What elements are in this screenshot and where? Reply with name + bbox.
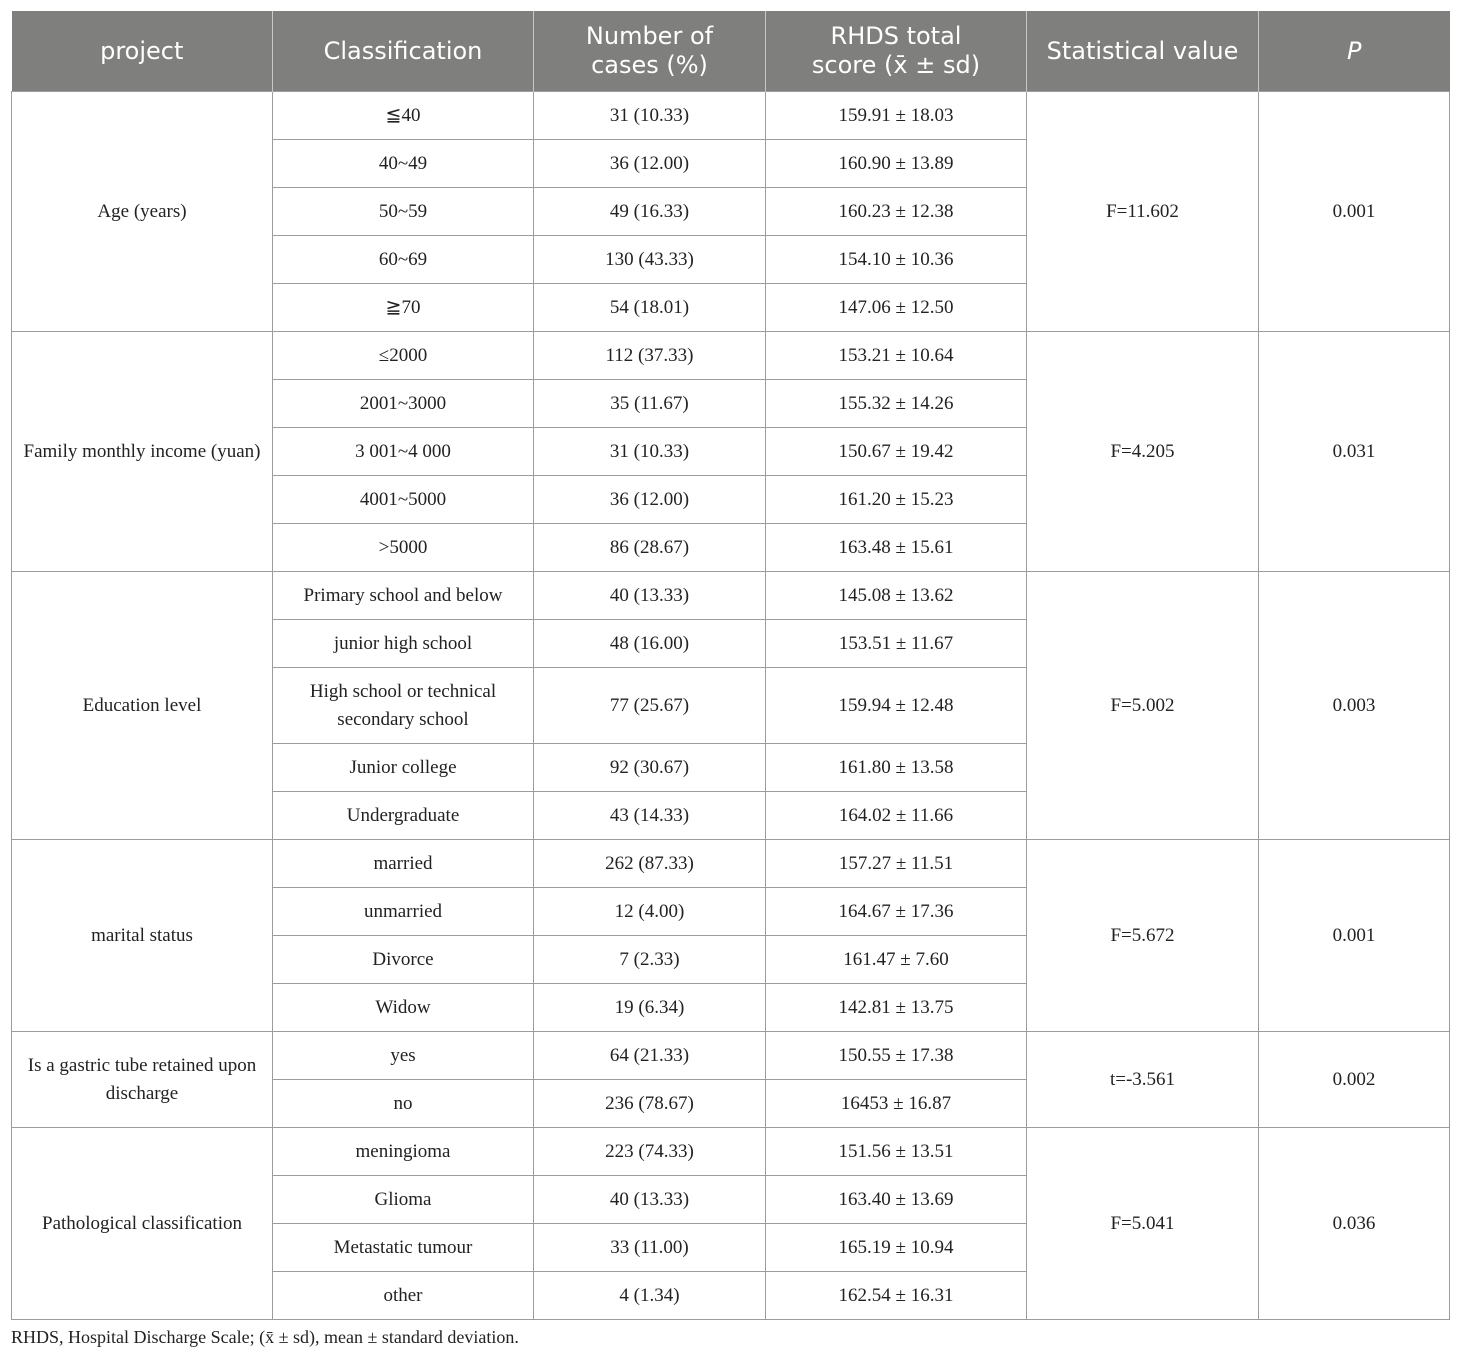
score-cell: 161.47 ± 7.60 [766, 936, 1027, 984]
statistical-value-cell: F=4.205 [1027, 332, 1259, 572]
cases-cell: 12 (4.00) [534, 888, 766, 936]
score-cell: 155.32 ± 14.26 [766, 380, 1027, 428]
cases-cell: 36 (12.00) [534, 476, 766, 524]
cases-cell: 236 (78.67) [534, 1080, 766, 1128]
classification-cell: married [273, 840, 534, 888]
project-cell: Education level [12, 572, 273, 840]
score-cell: 161.20 ± 15.23 [766, 476, 1027, 524]
score-cell: 161.80 ± 13.58 [766, 744, 1027, 792]
header-score-line2: score (x̄ ± sd) [811, 51, 981, 79]
score-cell: 157.27 ± 11.51 [766, 840, 1027, 888]
classification-cell: unmarried [273, 888, 534, 936]
header-score [766, 11, 1027, 92]
cases-cell: 112 (37.33) [534, 332, 766, 380]
score-cell: 163.40 ± 13.69 [766, 1176, 1027, 1224]
project-cell: Age (years) [12, 92, 273, 332]
score-cell: 160.90 ± 13.89 [766, 140, 1027, 188]
classification-cell: Glioma [273, 1176, 534, 1224]
statistical-value-cell: F=11.602 [1027, 92, 1259, 332]
classification-cell: Divorce [273, 936, 534, 984]
classification-cell: no [273, 1080, 534, 1128]
score-cell: 163.48 ± 15.61 [766, 524, 1027, 572]
table-row [12, 332, 1450, 380]
header-row [12, 11, 1450, 92]
statistical-value-cell: F=5.672 [1027, 840, 1259, 1032]
classification-cell: 60~69 [273, 236, 534, 284]
classification-cell: 4001~5000 [273, 476, 534, 524]
cases-cell: 31 (10.33) [534, 92, 766, 140]
header-cases-line1: Number of [585, 22, 714, 50]
score-cell: 164.02 ± 11.66 [766, 792, 1027, 840]
table-row [12, 92, 1450, 140]
project-cell: Is a gastric tube retained upon discharge [12, 1032, 273, 1128]
score-cell: 151.56 ± 13.51 [766, 1128, 1027, 1176]
table-row [12, 1032, 1450, 1080]
classification-cell: Undergraduate [273, 792, 534, 840]
header-p: P [1259, 11, 1450, 92]
cases-cell: 64 (21.33) [534, 1032, 766, 1080]
cases-cell: 36 (12.00) [534, 140, 766, 188]
classification-cell: ≦40 [273, 92, 534, 140]
cases-cell: 130 (43.33) [534, 236, 766, 284]
cases-cell: 54 (18.01) [534, 284, 766, 332]
cases-cell: 49 (16.33) [534, 188, 766, 236]
header-project: project [12, 11, 273, 92]
p-value-cell: 0.002 [1259, 1032, 1450, 1128]
classification-cell: yes [273, 1032, 534, 1080]
header-score-line1: RHDS total [830, 22, 962, 50]
score-cell: 153.51 ± 11.67 [766, 620, 1027, 668]
table-body [12, 92, 1450, 1320]
table-footnote: RHDS, Hospital Discharge Scale; (x̄ ± sd), mean ± standard deviation. [11, 1327, 519, 1347]
score-cell: 159.94 ± 12.48 [766, 668, 1027, 744]
p-value-cell: 0.001 [1259, 92, 1450, 332]
score-cell: 165.19 ± 10.94 [766, 1224, 1027, 1272]
classification-cell: High school or technical secondary school [273, 668, 534, 744]
statistical-value-cell: t=-3.561 [1027, 1032, 1259, 1128]
header-cases-line2: cases (%) [591, 51, 708, 79]
classification-cell: ≧70 [273, 284, 534, 332]
cases-cell: 223 (74.33) [534, 1128, 766, 1176]
project-cell: Family monthly income (yuan) [12, 332, 273, 572]
project-cell: Pathological classification [12, 1128, 273, 1320]
cases-cell: 77 (25.67) [534, 668, 766, 744]
cases-cell: 7 (2.33) [534, 936, 766, 984]
p-value-cell: 0.001 [1259, 840, 1450, 1032]
table-row [12, 1128, 1450, 1176]
project-cell: marital status [12, 840, 273, 1032]
score-cell: 142.81 ± 13.75 [766, 984, 1027, 1032]
p-value-cell: 0.031 [1259, 332, 1450, 572]
score-cell: 147.06 ± 12.50 [766, 284, 1027, 332]
cases-cell: 92 (30.67) [534, 744, 766, 792]
classification-cell: 2001~3000 [273, 380, 534, 428]
classification-cell: Metastatic tumour [273, 1224, 534, 1272]
score-cell: 159.91 ± 18.03 [766, 92, 1027, 140]
cases-cell: 48 (16.00) [534, 620, 766, 668]
score-cell: 162.54 ± 16.31 [766, 1272, 1027, 1320]
cases-cell: 35 (11.67) [534, 380, 766, 428]
score-cell: 145.08 ± 13.62 [766, 572, 1027, 620]
classification-cell: Junior college [273, 744, 534, 792]
classification-cell: 40~49 [273, 140, 534, 188]
classification-cell: 3 001~4 000 [273, 428, 534, 476]
cases-cell: 43 (14.33) [534, 792, 766, 840]
classification-cell: Widow [273, 984, 534, 1032]
classification-cell: ≤2000 [273, 332, 534, 380]
classification-cell: 50~59 [273, 188, 534, 236]
classification-cell: junior high school [273, 620, 534, 668]
cases-cell: 19 (6.34) [534, 984, 766, 1032]
p-value-cell: 0.003 [1259, 572, 1450, 840]
header-classification: Classification [273, 11, 534, 92]
cases-cell: 4 (1.34) [534, 1272, 766, 1320]
results-table [11, 11, 1450, 1320]
table-row [12, 840, 1450, 888]
statistical-value-cell: F=5.041 [1027, 1128, 1259, 1320]
score-cell: 150.67 ± 19.42 [766, 428, 1027, 476]
classification-cell: >5000 [273, 524, 534, 572]
score-cell: 164.67 ± 17.36 [766, 888, 1027, 936]
cases-cell: 86 (28.67) [534, 524, 766, 572]
score-cell: 150.55 ± 17.38 [766, 1032, 1027, 1080]
classification-cell: Primary school and below [273, 572, 534, 620]
score-cell: 16453 ± 16.87 [766, 1080, 1027, 1128]
classification-cell: meningioma [273, 1128, 534, 1176]
header-cases [534, 11, 766, 92]
classification-cell: other [273, 1272, 534, 1320]
cases-cell: 40 (13.33) [534, 572, 766, 620]
cases-cell: 40 (13.33) [534, 1176, 766, 1224]
score-cell: 154.10 ± 10.36 [766, 236, 1027, 284]
cases-cell: 33 (11.00) [534, 1224, 766, 1272]
cases-cell: 31 (10.33) [534, 428, 766, 476]
header-statistical-value: Statistical value [1027, 11, 1259, 92]
statistical-value-cell: F=5.002 [1027, 572, 1259, 840]
table-row [12, 572, 1450, 620]
cases-cell: 262 (87.33) [534, 840, 766, 888]
score-cell: 160.23 ± 12.38 [766, 188, 1027, 236]
p-value-cell: 0.036 [1259, 1128, 1450, 1320]
score-cell: 153.21 ± 10.64 [766, 332, 1027, 380]
